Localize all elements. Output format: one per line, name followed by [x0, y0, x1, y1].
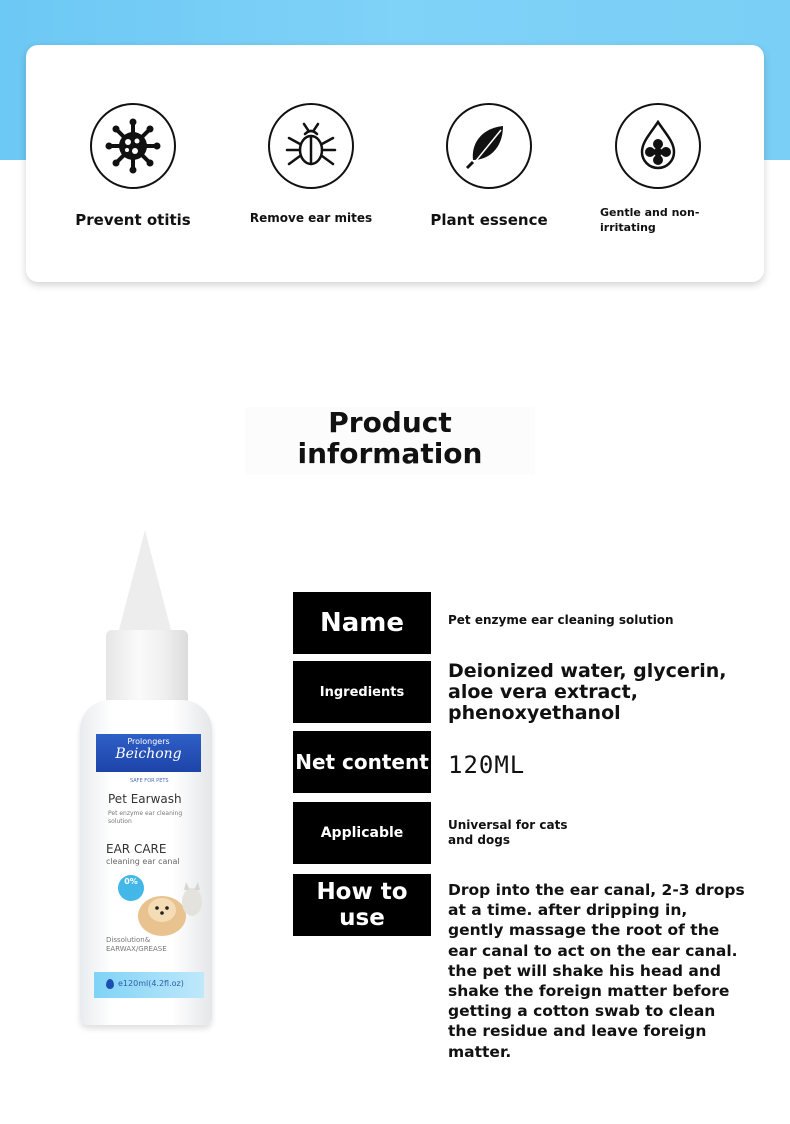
product-name-label: Pet Earwash	[108, 792, 182, 806]
feature-gentle	[573, 103, 743, 235]
feature-label: Plant essence	[430, 211, 548, 229]
spec-value-applicable: Universal for cats and dogs	[448, 818, 568, 847]
spec-label-ingredients: Ingredients	[293, 661, 431, 723]
virus-icon	[90, 103, 176, 189]
product-bottle-image	[78, 530, 216, 1030]
spec-label-how-to-use: How to use	[293, 874, 431, 936]
leaf-icon	[446, 103, 532, 189]
section-title: Product information	[245, 407, 535, 475]
brand-band	[96, 734, 201, 772]
feature-label: Prevent otitis	[75, 211, 191, 229]
feature-card	[26, 45, 764, 282]
volume-band	[94, 972, 204, 998]
feature-prevent-otitis	[48, 103, 218, 229]
ear-care-label: EAR CARE	[106, 842, 167, 856]
brand-top: Prolongers	[127, 737, 170, 746]
bottle-body	[80, 700, 212, 1025]
spec-value-how-to-use: Drop into the ear canal, 2-3 drops at a time. after dripping in, gently massage the root of the ear canal to act on the ear canal. the pet will shake his head and shake the foreign matter before getting a cotton swab to clean the residue and leave foreign matter.	[448, 881, 745, 1061]
feature-label: Gentle and non-irritating	[600, 206, 700, 234]
spec-label-net-content: Net content	[293, 731, 431, 793]
brand-name: Beichong	[115, 746, 182, 762]
spec-value-net-content: 120ML	[448, 751, 526, 779]
drop-plus-icon	[615, 103, 701, 189]
dissolution-label: Dissolution& EARWAX/GREASE	[106, 936, 167, 953]
spec-value-ingredients: Deionized water, glycerin, aloe vera extract, phenoxyethanol	[448, 660, 727, 724]
pet-photo	[128, 880, 208, 940]
percent-badge: 0%	[118, 875, 144, 901]
feature-remove-ear-mites	[226, 103, 396, 225]
product-sub-label: Pet enzyme ear cleaning solution	[108, 810, 183, 825]
drop-icon	[106, 979, 114, 989]
bottle-nozzle	[119, 530, 171, 630]
spec-label-applicable: Applicable	[293, 802, 431, 864]
ear-care-sub: cleaning ear canal	[106, 857, 180, 866]
spec-value-name: Pet enzyme ear cleaning solution	[448, 613, 674, 627]
ear-mite-icon	[268, 103, 354, 189]
feature-plant-essence	[404, 103, 574, 229]
feature-label: Remove ear mites	[249, 211, 373, 225]
safe-text: SAFE FOR PETS	[130, 778, 169, 784]
volume-label: e120ml(4.2fl.oz)	[118, 979, 184, 988]
spec-label-name: Name	[293, 592, 431, 654]
